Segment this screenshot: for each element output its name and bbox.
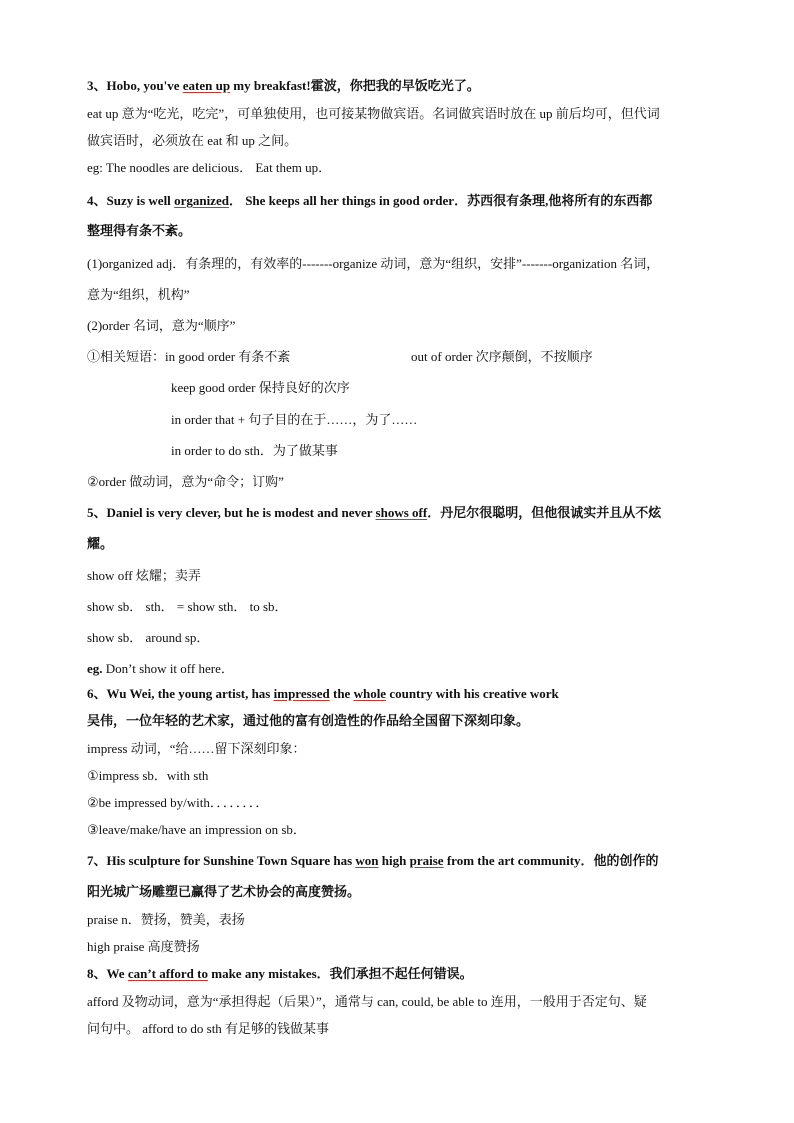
item-6-line: impress 动词，“给……留下深刻印象： bbox=[87, 741, 306, 756]
item-5-heading: 5、Daniel is very clever, but he is modest and never shows off．丹尼尔很聪明，但他很诚实并且从不炫 bbox=[87, 505, 662, 520]
item-4-paragraph: (1)organized adj．有条理的，有效率的-------organize 动词，意为“组织，安排”-------organization 名词， bbox=[87, 256, 660, 271]
item-6-heading: 6、Wu Wei, the young artist, has impressed the whole country with his creative work bbox=[87, 686, 559, 701]
phrase-list-label: ①相关短语：in good order 有条不紊 bbox=[87, 349, 291, 364]
item-number: 4、 bbox=[87, 193, 107, 208]
key-phrase: shows off bbox=[375, 505, 428, 520]
item-3-heading: 3、Hobo, you've eaten up my breakfast!霍波，你把我的早饭吃光了。 bbox=[87, 78, 480, 93]
item-6-line: ①impress sb．with sth bbox=[87, 768, 209, 783]
item-8-line: 问句中。 afford to do sth 有足够的钱做某事 bbox=[87, 1021, 330, 1036]
item-7-line: high praise 高度赞扬 bbox=[87, 939, 200, 954]
item-number: 6、 bbox=[87, 686, 107, 701]
key-word: praise bbox=[409, 853, 444, 868]
example-label: eg. bbox=[87, 661, 103, 676]
item-3-example: eg: The noodles are delicious． Eat them up． bbox=[87, 160, 332, 175]
key-word: won bbox=[355, 853, 379, 868]
item-4-paragraph: (2)order 名词，意为“顺序” bbox=[87, 318, 236, 333]
key-word: whole bbox=[353, 686, 387, 701]
item-7-heading: 7、His sculpture for Sunshine Town Square has won high praise from the art community．他的创作的 bbox=[87, 853, 659, 868]
item-4-paragraph: 意为“组织，机构” bbox=[87, 287, 190, 302]
item-3-paragraph: 做宾语时，必须放在 eat 和 up 之间。 bbox=[87, 133, 298, 148]
item-6-translation: 吴伟，一位年轻的艺术家，通过他的富有创造性的作品给全国留下深刻印象。 bbox=[87, 713, 530, 728]
item-5-example: eg. Don’t show it off here． bbox=[87, 661, 234, 676]
item-number: 7、 bbox=[87, 853, 107, 868]
item-number: 5、 bbox=[87, 505, 107, 520]
key-phrase: eaten up bbox=[182, 78, 231, 93]
item-5-line: show sb． sth． = show sth． to sb． bbox=[87, 599, 288, 614]
item-8-line: afford 及物动词，意为“承担得起（后果）”，通常与 can, could, be able to 连用，一般用于否定句、疑 bbox=[87, 994, 647, 1009]
phrase-item: in order that + 句子目的在于……，为了…… bbox=[171, 412, 418, 427]
item-4-heading-cont: 整理得有条不紊。 bbox=[87, 223, 192, 238]
item-7-heading-cont: 阳光城广场雕塑已赢得了艺术协会的高度赞扬。 bbox=[87, 884, 361, 899]
key-word: impressed bbox=[273, 686, 330, 701]
phrase-item: in order to do sth．为了做某事 bbox=[171, 443, 338, 458]
item-4-paragraph: ②order 做动词，意为“命令；订购” bbox=[87, 474, 284, 489]
phrase-item: keep good order 保持良好的次序 bbox=[171, 380, 350, 395]
item-5-heading-cont: 耀。 bbox=[87, 536, 114, 551]
item-number: 3、 bbox=[87, 78, 107, 93]
item-number: 8、 bbox=[87, 966, 107, 981]
key-phrase: can’t afford to bbox=[127, 966, 208, 981]
phrase-item: out of order 次序颠倒，不按顺序 bbox=[411, 349, 593, 364]
key-phrase: organized bbox=[174, 193, 229, 208]
item-5-line: show sb． around sp． bbox=[87, 630, 210, 645]
item-8-heading: 8、We can’t afford to make any mistakes．我们承担不起任何错误。 bbox=[87, 966, 473, 981]
item-4-heading: 4、Suzy is well organized． She keeps all her things in good order．苏西很有条理,他将所有的东西都 bbox=[87, 193, 653, 208]
item-5-line: show off 炫耀；卖弄 bbox=[87, 568, 201, 583]
item-6-line: ③leave/make/have an impression on sb． bbox=[87, 822, 306, 837]
item-6-line: ②be impressed by/with．．．．．．．． bbox=[87, 795, 269, 810]
item-7-line: praise n．赞扬，赞美，表扬 bbox=[87, 912, 245, 927]
item-3-paragraph: eat up 意为“吃光，吃完”，可单独使用，也可接某物做宾语。名词做宾语时放在 up 前后均可，但代词 bbox=[87, 106, 660, 121]
